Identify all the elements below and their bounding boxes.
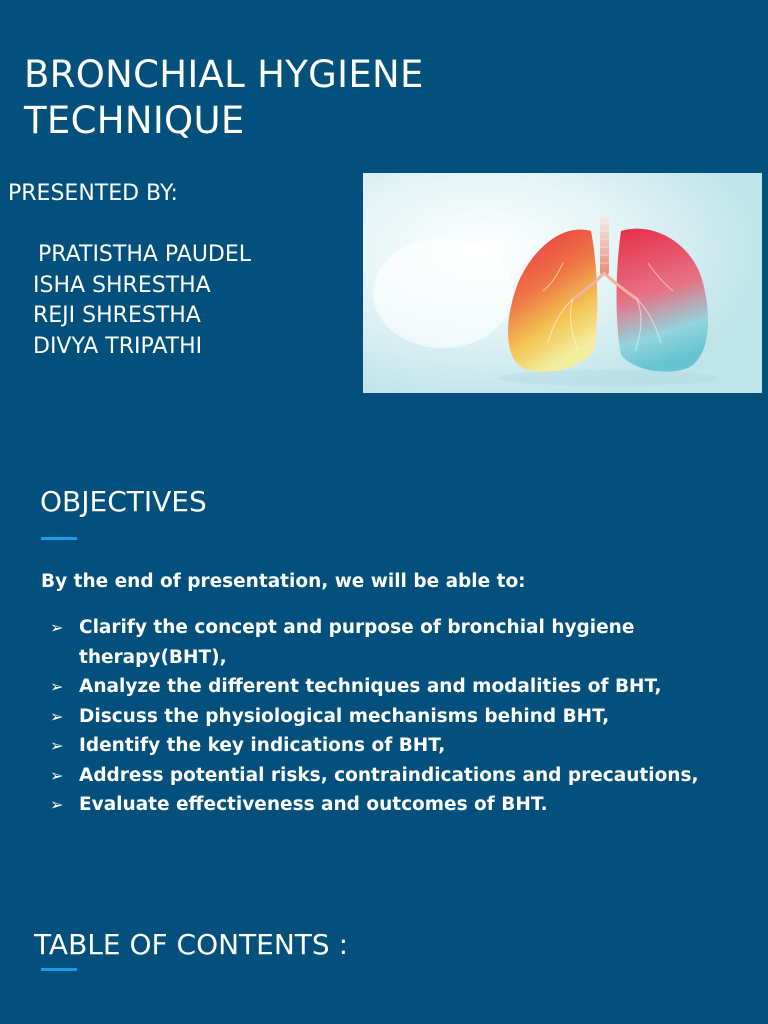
list-item xyxy=(50,790,740,820)
list-item xyxy=(50,702,740,732)
arrowhead-bullet-icon: ➢ xyxy=(50,618,64,637)
presenter-name: ISHA SHRESTHA xyxy=(33,272,211,298)
arrowhead-bullet-icon: ➢ xyxy=(50,765,64,785)
lungs-icon xyxy=(363,173,762,393)
objective-text: Address potential risks, contraindications and precautions, xyxy=(79,764,699,786)
list-item xyxy=(50,731,740,761)
presenter-name: REJI SHRESTHA xyxy=(33,303,201,328)
arrowhead-bullet-icon: ➢ xyxy=(50,736,64,755)
presenter-name: DIVYA TRIPATHI xyxy=(33,333,203,359)
objective-text: Analyze the different techniques and modalities of BHT, xyxy=(79,676,662,697)
table-of-contents-heading: TABLE OF CONTENTS : xyxy=(34,928,349,961)
list-item xyxy=(50,761,740,791)
arrowhead-bullet-icon: ➢ xyxy=(50,677,64,696)
presenter-name: PRATISTHA PAUDEL xyxy=(38,242,252,267)
presented-by-label: PRESENTED BY: xyxy=(8,181,178,206)
objective-text: Discuss the physiological mechanisms behind BHT, xyxy=(79,705,610,727)
objectives-slide xyxy=(0,445,768,865)
heading-underline xyxy=(41,537,77,540)
title-line-2: TECHNIQUE xyxy=(24,99,245,142)
lungs-illustration xyxy=(363,173,762,393)
list-item xyxy=(50,613,740,672)
list-item xyxy=(50,672,740,702)
title-slide xyxy=(0,0,768,445)
objectives-intro: By the end of presentation, we will be able to: xyxy=(41,571,526,592)
heading-underline xyxy=(41,968,77,971)
objective-text: Identify the key indications of BHT, xyxy=(79,735,446,756)
objectives-heading: OBJECTIVES xyxy=(40,485,207,518)
arrowhead-bullet-icon: ➢ xyxy=(50,706,64,726)
objective-text: Evaluate effectiveness and outcomes of BHT. xyxy=(79,794,548,815)
title-line-1: BRONCHIAL HYGIENE xyxy=(24,53,424,96)
presentation-title xyxy=(24,52,424,144)
objectives-list xyxy=(50,613,740,820)
objective-text: Clarify the concept and purpose of bronchial hygiene therapy(BHT), xyxy=(79,617,635,668)
table-of-contents-slide xyxy=(0,900,768,1024)
presenter-list xyxy=(33,240,251,362)
arrowhead-bullet-icon: ➢ xyxy=(50,795,64,814)
